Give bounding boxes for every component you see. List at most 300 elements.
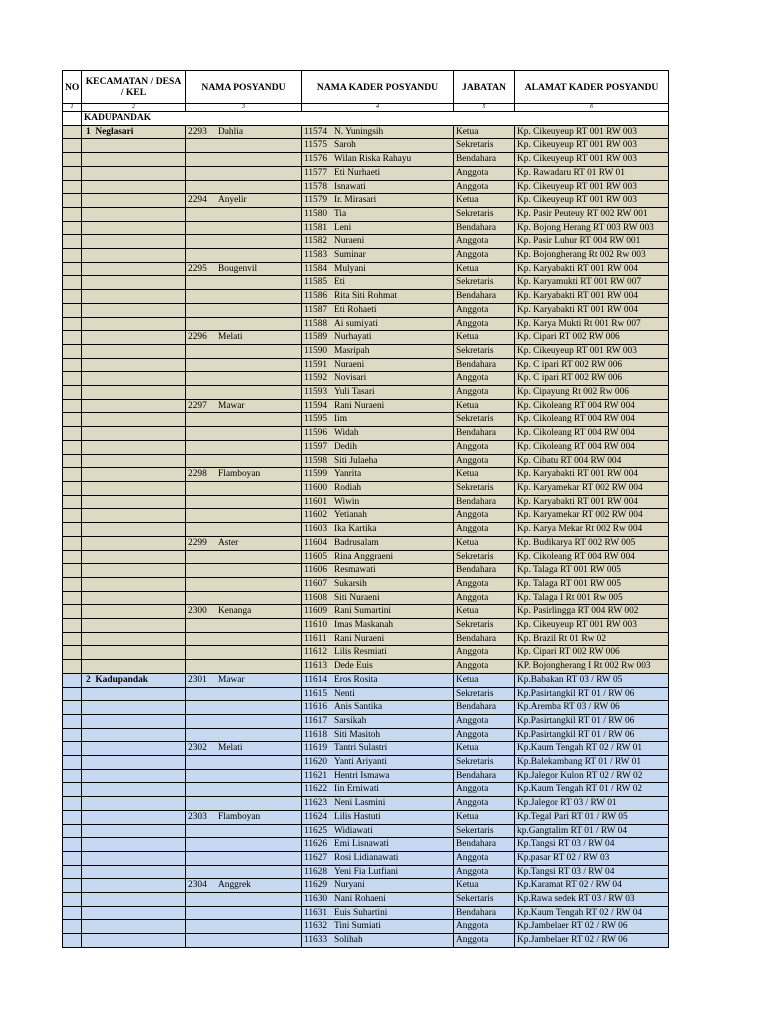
table-row — [63, 797, 669, 811]
cell-alamat: Kp.Kaum Tengah RT 01 / RW 02 — [515, 783, 669, 797]
kader-name: Nuraeni — [334, 359, 365, 370]
kader-name: Sukarsih — [334, 578, 367, 589]
cell-alamat: Kp.Jalegor Kulon RT 02 / RW 02 — [515, 769, 669, 783]
cell-kader — [302, 372, 454, 386]
cell-posyandu — [186, 303, 302, 317]
cell-alamat: Kp. Cipayung Rt 002 Rw 006 — [515, 386, 669, 400]
cell-alamat: Kp. Cikeuyeup RT 001 RW 003 — [515, 344, 669, 358]
cell-no — [63, 824, 82, 838]
posyandu-name: Kenanga — [218, 606, 252, 617]
cell-alamat: Kp. Karyamekar RT 002 RW 004 — [515, 481, 669, 495]
cell-alamat: Kp. Brazil Rt 01 Rw 02 — [515, 632, 669, 646]
cell-kader — [302, 550, 454, 564]
kader-code: 11593 — [304, 387, 328, 398]
cell-jabatan: Anggota — [454, 591, 515, 605]
kader-code: 11632 — [304, 921, 328, 932]
cell-jabatan: Anggota — [454, 454, 515, 468]
kader-name: Solihah — [334, 935, 363, 946]
posyandu-name: Anyelir — [218, 195, 247, 206]
cell-desa — [82, 317, 186, 331]
cell-posyandu — [186, 427, 302, 441]
table-row — [63, 536, 669, 550]
cell-jabatan: Bendahara — [454, 701, 515, 715]
cell-desa — [82, 660, 186, 674]
kader-name: Siti Nuraeni — [334, 592, 380, 603]
cell-no — [63, 427, 82, 441]
cell-jabatan: Anggota — [454, 646, 515, 660]
cell-no — [63, 372, 82, 386]
kader-name: Yanrita — [334, 469, 362, 480]
table-row — [63, 495, 669, 509]
cell-posyandu — [186, 797, 302, 811]
cell-desa — [82, 468, 186, 482]
table-row — [63, 344, 669, 358]
cell-kader — [302, 646, 454, 660]
posyandu-code: 2298 — [188, 469, 207, 480]
cell-jabatan: Bendahara — [454, 290, 515, 304]
cell-no — [63, 331, 82, 345]
kader-code: 11633 — [304, 935, 328, 946]
cell-alamat: Kp.Karamat RT 02 / RW 04 — [515, 879, 669, 893]
cell-no — [63, 523, 82, 537]
cell-posyandu — [186, 509, 302, 523]
cell-desa — [82, 331, 186, 345]
cell-no — [63, 303, 82, 317]
header-posyandu: NAMA POSYANDU — [186, 71, 302, 104]
cell-jabatan: Bendahara — [454, 358, 515, 372]
cell-no — [63, 386, 82, 400]
cell-desa — [82, 591, 186, 605]
table-row — [63, 605, 669, 619]
cell-kader — [302, 440, 454, 454]
cell-desa — [82, 879, 186, 893]
cell-posyandu — [186, 660, 302, 674]
cell-no — [63, 440, 82, 454]
table-row — [63, 673, 669, 687]
kader-name: Dedih — [334, 441, 357, 452]
kader-code: 11607 — [304, 578, 328, 589]
cell-no — [63, 783, 82, 797]
cell-alamat: Kp.Pasirtangkil RT 01 / RW 06 — [515, 728, 669, 742]
kader-code: 11596 — [304, 428, 328, 439]
kader-code: 11623 — [304, 798, 328, 809]
cell-no — [63, 756, 82, 770]
cell-no — [63, 207, 82, 221]
kader-name: Rita Siti Rohmat — [334, 291, 398, 302]
posyandu-code: 2297 — [188, 400, 207, 411]
kader-code: 11621 — [304, 770, 328, 781]
table-row — [63, 166, 669, 180]
cell-jabatan: Anggota — [454, 660, 515, 674]
cell-alamat: Kp. Karyabakti RT 001 RW 004 — [515, 290, 669, 304]
cell-posyandu — [186, 344, 302, 358]
cell-jabatan: Ketua — [454, 605, 515, 619]
cell-kader — [302, 632, 454, 646]
cell-kader — [302, 262, 454, 276]
kader-code: 11610 — [304, 620, 328, 631]
cell-jabatan: Sekretaris — [454, 413, 515, 427]
kader-name: Yuli Tasari — [334, 387, 375, 398]
posyandu-name: Flamboyan — [218, 469, 261, 480]
cell-desa — [82, 701, 186, 715]
cell-desa — [82, 550, 186, 564]
cell-alamat: Kp. Karyamukti RT 001 RW 007 — [515, 276, 669, 290]
kader-name: Suminar — [334, 250, 366, 261]
cell-kader — [302, 523, 454, 537]
cell-kader — [302, 180, 454, 194]
kader-code: 11625 — [304, 825, 328, 836]
cell-alamat: Kp.Jambelaer RT 02 / RW 06 — [515, 934, 669, 948]
cell-jabatan: Ketua — [454, 810, 515, 824]
cell-kader — [302, 865, 454, 879]
cell-posyandu — [186, 701, 302, 715]
cell-posyandu — [186, 290, 302, 304]
cell-alamat: Kp. Cikoleang RT 004 RW 004 — [515, 399, 669, 413]
cell-desa — [82, 646, 186, 660]
kader-code: 11586 — [304, 291, 328, 302]
cell-kader — [302, 207, 454, 221]
kader-code: 11598 — [304, 455, 328, 466]
cell-alamat: Kp. Karya Mekar Rt 002 Rw 004 — [515, 523, 669, 537]
table-row — [63, 207, 669, 221]
cell-kader — [302, 742, 454, 756]
table-row — [63, 290, 669, 304]
cell-no — [63, 673, 82, 687]
cell-posyandu — [186, 413, 302, 427]
kader-name: Tia — [334, 208, 347, 219]
cell-alamat: Kp. Karyabakti RT 001 RW 004 — [515, 468, 669, 482]
cell-posyandu — [186, 194, 302, 208]
kader-name: Sarsikah — [334, 715, 367, 726]
kader-code: 11599 — [304, 469, 328, 480]
cell-posyandu — [186, 207, 302, 221]
table-row — [63, 331, 669, 345]
cell-jabatan: Anggota — [454, 783, 515, 797]
cell-kader — [302, 920, 454, 934]
posyandu-name: Dahlia — [218, 126, 243, 137]
kader-name: Resmawati — [334, 565, 376, 576]
kader-name: Saroh — [334, 140, 356, 151]
table-row — [63, 180, 669, 194]
cell-jabatan: Bendahara — [454, 495, 515, 509]
kader-name: Rani Nuraeni — [334, 633, 385, 644]
cell-alamat: Kp. Cipari RT 002 RW 006 — [515, 331, 669, 345]
kader-code: 11614 — [304, 674, 328, 685]
cell-no — [63, 564, 82, 578]
column-number: 6 — [515, 104, 669, 112]
header-kecamatan: KECAMATAN / DESA / KEL — [82, 71, 186, 104]
table-row — [63, 386, 669, 400]
cell-no — [63, 125, 82, 139]
cell-alamat: Kp.Aremba RT 03 / RW 06 — [515, 701, 669, 715]
cell-jabatan: Bendahara — [454, 221, 515, 235]
cell-no — [63, 344, 82, 358]
cell-desa — [82, 577, 186, 591]
kader-name: Iin Erniwati — [334, 784, 380, 795]
cell-kader — [302, 879, 454, 893]
posyandu-code: 2304 — [188, 880, 207, 891]
cell-desa — [82, 372, 186, 386]
cell-posyandu — [186, 824, 302, 838]
cell-alamat: kp.Gangtalim RT 01 / RW 04 — [515, 824, 669, 838]
cell-desa — [82, 934, 186, 948]
table-row — [63, 851, 669, 865]
cell-alamat: Kp. Cikoleang RT 004 RW 004 — [515, 427, 669, 441]
cell-no — [63, 906, 82, 920]
cell-kader — [302, 194, 454, 208]
cell-kader — [302, 495, 454, 509]
cell-alamat: Kp. Cikeuyeup RT 001 RW 003 — [515, 153, 669, 167]
cell-posyandu — [186, 591, 302, 605]
cell-posyandu — [186, 386, 302, 400]
kader-name: Lilis Hastuti — [334, 811, 381, 822]
cell-posyandu — [186, 619, 302, 633]
kader-code: 11603 — [304, 524, 328, 535]
kader-code: 11597 — [304, 441, 328, 452]
cell-posyandu — [186, 221, 302, 235]
cell-posyandu — [186, 865, 302, 879]
cell-no — [63, 262, 82, 276]
cell-kader — [302, 358, 454, 372]
cell-desa — [82, 207, 186, 221]
cell-desa — [82, 303, 186, 317]
cell-desa — [82, 797, 186, 811]
posyandu-name: Bougenvil — [218, 263, 258, 274]
cell-posyandu — [186, 564, 302, 578]
cell-alamat: Kp.Rawa sedek RT 03 / RW 03 — [515, 893, 669, 907]
cell-jabatan: Anggota — [454, 865, 515, 879]
cell-jabatan: Anggota — [454, 249, 515, 263]
cell-alamat: Kp.Pasirtangkil RT 01 / RW 06 — [515, 687, 669, 701]
cell-jabatan: Anggota — [454, 386, 515, 400]
table-row — [63, 372, 669, 386]
cell-kader — [302, 783, 454, 797]
cell-posyandu — [186, 235, 302, 249]
cell-kader — [302, 166, 454, 180]
cell-no — [63, 317, 82, 331]
cell-posyandu — [186, 331, 302, 345]
cell-kader — [302, 481, 454, 495]
kader-code: 11618 — [304, 729, 328, 740]
cell-desa — [82, 742, 186, 756]
cell-desa — [82, 564, 186, 578]
cell-no — [63, 413, 82, 427]
kader-name: Siti Julaeha — [334, 455, 378, 466]
cell-kader — [302, 605, 454, 619]
cell-posyandu — [186, 605, 302, 619]
table-row — [63, 454, 669, 468]
kader-posyandu-table — [62, 70, 669, 948]
kader-name: Eti — [334, 277, 345, 288]
cell-alamat: Kp. Cibatu RT 004 RW 004 — [515, 454, 669, 468]
cell-no — [63, 728, 82, 742]
posyandu-code: 2293 — [188, 126, 207, 137]
cell-posyandu — [186, 495, 302, 509]
column-number: 2 — [82, 104, 186, 112]
cell-desa — [82, 810, 186, 824]
kader-code: 11606 — [304, 565, 328, 576]
table-row — [63, 153, 669, 167]
table-row — [63, 468, 669, 482]
cell-kader — [302, 235, 454, 249]
cell-alamat: Kp. Bojongherang Rt 002 Rw 003 — [515, 249, 669, 263]
cell-kader — [302, 893, 454, 907]
kader-name: Yeni Fia Lutfiani — [334, 866, 399, 877]
cell-desa — [82, 920, 186, 934]
cell-kader — [302, 509, 454, 523]
cell-posyandu — [186, 934, 302, 948]
cell-posyandu — [186, 714, 302, 728]
cell-no — [63, 810, 82, 824]
kader-name: Eti Nurhaeti — [334, 167, 381, 178]
cell-alamat: Kp. Karyabakti RT 001 RW 004 — [515, 303, 669, 317]
table-row — [63, 756, 669, 770]
kader-code: 11608 — [304, 592, 328, 603]
cell-desa — [82, 728, 186, 742]
cell-kader — [302, 290, 454, 304]
kader-code: 11612 — [304, 647, 328, 658]
cell-jabatan: Sekretaris — [454, 550, 515, 564]
cell-kader — [302, 331, 454, 345]
cell-no — [63, 276, 82, 290]
cell-posyandu — [186, 125, 302, 139]
cell-jabatan: Anggota — [454, 934, 515, 948]
cell-jabatan: Anggota — [454, 797, 515, 811]
cell-no — [63, 166, 82, 180]
cell-posyandu — [186, 879, 302, 893]
table-row — [63, 838, 669, 852]
cell-jabatan: Ketua — [454, 331, 515, 345]
cell-kader — [302, 577, 454, 591]
kader-name: Masripah — [334, 345, 370, 356]
cell-jabatan: Bendahara — [454, 564, 515, 578]
cell-kader — [302, 344, 454, 358]
kader-name: Rani Sumartini — [334, 606, 392, 617]
cell-desa — [82, 673, 186, 687]
cell-posyandu — [186, 523, 302, 537]
cell-kader — [302, 756, 454, 770]
table-row — [63, 440, 669, 454]
section-title: KADUPANDAK — [82, 112, 669, 126]
cell-jabatan: Sekretaris — [454, 619, 515, 633]
cell-kader — [302, 221, 454, 235]
kader-name: Wiwin — [334, 496, 360, 507]
table-row — [63, 139, 669, 153]
desa-number: 1 — [86, 126, 91, 137]
cell-jabatan: Sekretaris — [454, 481, 515, 495]
cell-posyandu — [186, 454, 302, 468]
table-row — [63, 317, 669, 331]
kader-name: Rodiah — [334, 482, 362, 493]
cell-alamat: Kp. Cikoleang RT 004 RW 004 — [515, 550, 669, 564]
cell-posyandu — [186, 769, 302, 783]
kader-code: 11624 — [304, 811, 328, 822]
cell-alamat: Kp. Pasirlingga RT 004 RW 002 — [515, 605, 669, 619]
cell-kader — [302, 317, 454, 331]
section-no-cell — [63, 112, 82, 126]
kader-name: Iim — [334, 414, 348, 425]
kader-name: N. Yuningsih — [334, 126, 384, 137]
cell-no — [63, 468, 82, 482]
cell-no — [63, 550, 82, 564]
cell-posyandu — [186, 139, 302, 153]
cell-posyandu — [186, 920, 302, 934]
kader-name: Yetianah — [334, 510, 367, 521]
kader-name: Ir. Mirasari — [334, 195, 377, 206]
cell-posyandu — [186, 166, 302, 180]
kader-code: 11581 — [304, 222, 328, 233]
cell-posyandu — [186, 838, 302, 852]
kader-code: 11609 — [304, 606, 328, 617]
kader-name: Anis Santika — [334, 702, 383, 713]
column-number-row — [63, 104, 669, 112]
posyandu-code: 2302 — [188, 743, 207, 754]
kader-code: 11631 — [304, 907, 328, 918]
posyandu-code: 2294 — [188, 195, 207, 206]
cell-no — [63, 865, 82, 879]
cell-no — [63, 769, 82, 783]
kader-code: 11583 — [304, 250, 328, 261]
cell-desa — [82, 605, 186, 619]
cell-desa — [82, 358, 186, 372]
kader-name: Siti Masitoh — [334, 729, 381, 740]
cell-no — [63, 139, 82, 153]
cell-desa — [82, 838, 186, 852]
cell-posyandu — [186, 249, 302, 263]
cell-alamat: Kp. C ipari RT 002 RW 006 — [515, 358, 669, 372]
table-row — [63, 893, 669, 907]
cell-desa — [82, 235, 186, 249]
cell-kader — [302, 249, 454, 263]
table-row — [63, 235, 669, 249]
cell-jabatan: Anggota — [454, 509, 515, 523]
cell-alamat: Kp. Karyamekar RT 002 RW 004 — [515, 509, 669, 523]
cell-jabatan: Ketua — [454, 125, 515, 139]
cell-kader — [302, 660, 454, 674]
kader-code: 11620 — [304, 757, 328, 768]
cell-alamat: Kp. Cipari RT 002 RW 006 — [515, 646, 669, 660]
table-row — [63, 427, 669, 441]
kader-code: 11626 — [304, 839, 328, 850]
cell-jabatan: Anggota — [454, 303, 515, 317]
cell-desa — [82, 769, 186, 783]
table-row — [63, 865, 669, 879]
cell-kader — [302, 824, 454, 838]
kader-name: Leni — [334, 222, 352, 233]
kader-name: Nenti — [334, 688, 355, 699]
cell-kader — [302, 399, 454, 413]
kader-name: Eros Rosita — [334, 674, 378, 685]
cell-kader — [302, 714, 454, 728]
cell-kader — [302, 468, 454, 482]
cell-kader — [302, 413, 454, 427]
kader-code: 11576 — [304, 154, 328, 165]
cell-jabatan: Anggota — [454, 166, 515, 180]
kader-name: Widah — [334, 428, 359, 439]
kader-code: 11604 — [304, 537, 328, 548]
cell-alamat: Kp.Jalegor RT 03 / RW 01 — [515, 797, 669, 811]
cell-desa — [82, 893, 186, 907]
cell-desa — [82, 221, 186, 235]
cell-no — [63, 481, 82, 495]
cell-jabatan: Bendahara — [454, 427, 515, 441]
cell-jabatan: Sekretaris — [454, 139, 515, 153]
cell-no — [63, 619, 82, 633]
desa-number: 2 — [86, 674, 91, 685]
cell-jabatan: Ketua — [454, 262, 515, 276]
cell-kader — [302, 591, 454, 605]
kader-code: 11627 — [304, 852, 328, 863]
